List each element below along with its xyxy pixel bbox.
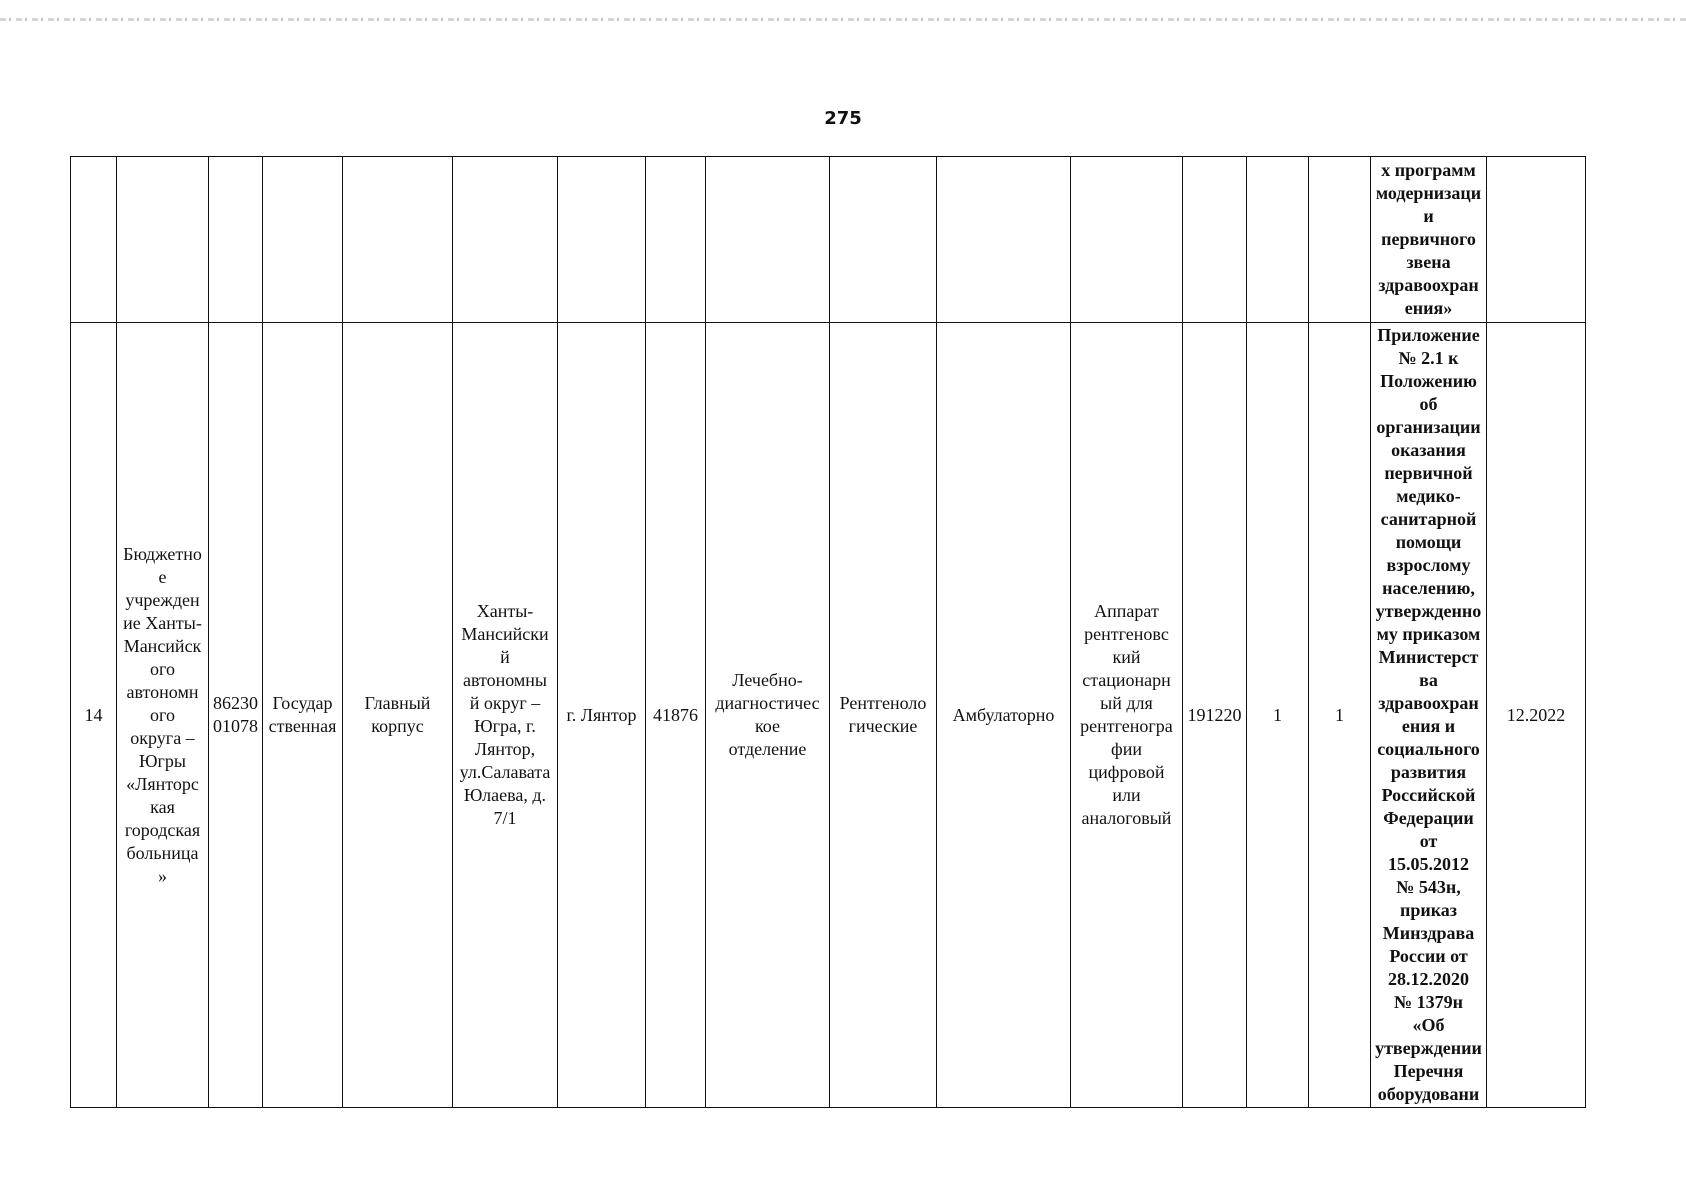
cell-building: Главный корпус bbox=[343, 323, 453, 1108]
table-row bbox=[71, 323, 1586, 1108]
cell-empty bbox=[937, 157, 1071, 323]
cell-empty bbox=[1309, 157, 1371, 323]
cell-basis: Приложение № 2.1 к Положению об организации оказания первичной медико- санитарной помощи взрослому населению, утвержденно му приказом Министерст ва здравоохран ения и социального развития Российской Федерации от 15.05.2012 № 543н, приказ Минздрава России от 28.12.2020 № 1379н «Об утверждении Перечня оборудовани bbox=[1371, 323, 1487, 1108]
cell-quantity-available: 1 bbox=[1309, 323, 1371, 1108]
cell-empty bbox=[209, 157, 263, 323]
cell-code: 41876 bbox=[646, 323, 706, 1108]
cell-organization: Бюджетно е учрежден ие Ханты- Мансийск ого автономн ого округа – Югры «Лянторс кая городская больница » bbox=[117, 323, 209, 1108]
cell-equipment-code: 191220 bbox=[1183, 323, 1247, 1108]
cell-empty bbox=[646, 157, 706, 323]
cell-empty bbox=[263, 157, 343, 323]
cell-empty bbox=[71, 157, 117, 323]
page-number: 275 bbox=[824, 108, 862, 129]
cell-profile: Рентгеноло гические bbox=[830, 323, 937, 1108]
cell-inn: 86230 01078 bbox=[209, 323, 263, 1108]
cell-empty bbox=[117, 157, 209, 323]
cell-basis-continuation: х программ модернизаци и первичного звена здравоохран ения» bbox=[1371, 157, 1487, 323]
cell-empty bbox=[706, 157, 830, 323]
cell-empty bbox=[453, 157, 558, 323]
cell-empty bbox=[1183, 157, 1247, 323]
cell-care-conditions: Амбулаторно bbox=[937, 323, 1071, 1108]
cell-empty bbox=[830, 157, 937, 323]
cell-empty bbox=[558, 157, 646, 323]
cell-quantity-required: 1 bbox=[1247, 323, 1309, 1108]
cell-department: Лечебно- диагностичес кое отделение bbox=[706, 323, 830, 1108]
scan-edge-artifact bbox=[0, 18, 1686, 21]
cell-empty bbox=[1071, 157, 1183, 323]
cell-empty bbox=[1487, 157, 1586, 323]
cell-ownership: Государ ственная bbox=[263, 323, 343, 1108]
cell-deadline: 12.2022 bbox=[1487, 323, 1586, 1108]
cell-empty bbox=[343, 157, 453, 323]
cell-index: 14 bbox=[71, 323, 117, 1108]
cell-address: Ханты- Мансийски й автономны й округ – Югра, г. Лянтор, ул.Салавата Юлаева, д. 7/1 bbox=[453, 323, 558, 1108]
cell-equipment: Аппарат рентгеновс кий стационарн ый для рентгеногра фии цифровой или аналоговый bbox=[1071, 323, 1183, 1108]
equipment-table bbox=[70, 156, 1586, 1108]
cell-empty bbox=[1247, 157, 1309, 323]
continuation-row bbox=[71, 157, 1586, 323]
cell-locality: г. Лянтор bbox=[558, 323, 646, 1108]
